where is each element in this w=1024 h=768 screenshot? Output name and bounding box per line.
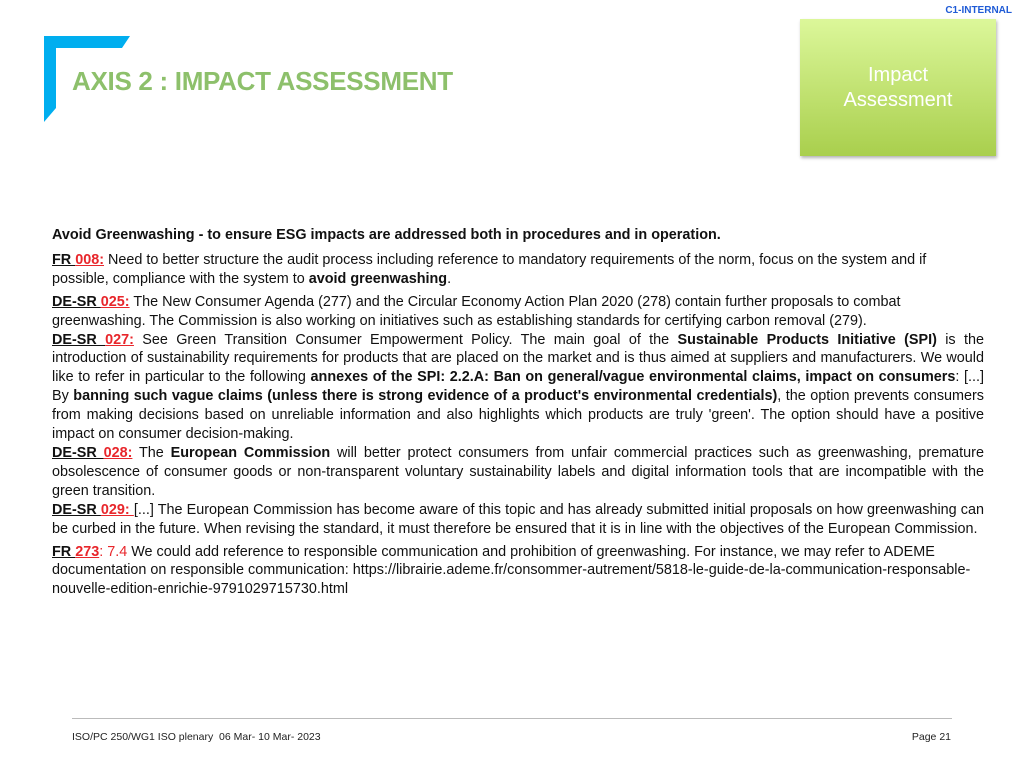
comment-paragraph <box>52 444 984 501</box>
comment-number: 028: <box>103 444 133 461</box>
comment-text: avoid greenwashing <box>308 270 448 287</box>
badge-line-2: Assessment <box>843 89 953 111</box>
comment-text: will better protect consumers from unfair commercial practices such as greenwashing, premature obsolescence of consumer goods or non-transparent voluntary sustainability labels and digital information tools that are incompatible with the green transition. <box>52 444 984 499</box>
comment-text: [...] The European Commission has become aware of this topic and has already submitted initial proposals on how greenwashing can be curbed in the future. When revising the standard, it must therefore be ensured that it is in line with the objectives of the European Commission. <box>52 501 984 537</box>
footer-text: ISO/PC 250/WG1 ISO plenary 06 Mar- 10 Mar- 2023 <box>72 731 321 743</box>
comment-number: 029: <box>100 501 134 518</box>
comment-paragraph <box>52 251 984 289</box>
comment-number: 008: <box>75 251 104 268</box>
comment-text: The New Consumer Agenda (277) and the Circular Economy Action Plan 2020 (278) contain further proposals to combat greenwashing. The Commission is also working on initiatives such as establishing standards for certifying carbon removal (279). <box>52 293 901 329</box>
comment-source: DE-SR <box>52 444 104 461</box>
comment-text: We could add reference to responsible communication and prohibition of greenwashing. For instance, we may refer to ADEME documentation on responsible communication: https://librairie.ademe.fr/consommer-autrement/5818-le-guide-de-la-communication-responsable-nouvelle-edition-enrichie-9791029715730.html <box>52 543 971 598</box>
comment-source: DE-SR <box>52 293 101 310</box>
comment-paragraph <box>52 293 984 331</box>
comment-text: annexes of the SPI: 2.2.A: Ban on general/vague environmental claims, impact on consumers <box>310 369 956 386</box>
comment-text: : 7.4 <box>99 543 128 560</box>
comment-text: See Green Transition Consumer Empowerment Policy. The main goal of the <box>133 331 678 348</box>
page-number: Page 21 <box>911 731 951 743</box>
comment-text: , the option prevents consumers from making decisions based on unreliable information and also highlights which products are truly 'green'. The option should have a positive impact on consumer decision-making. <box>52 388 984 443</box>
comment-text: : [...] By <box>52 369 985 405</box>
comment-source: DE-SR <box>52 331 106 348</box>
badge-line-1: Impact <box>867 64 929 86</box>
comment-text: Need to better structure the audit process including reference to mandatory requirements of the norm, focus on the system and if possible, compliance with the system to <box>52 251 927 287</box>
comment-text: European Commission <box>170 444 331 461</box>
comment-source: FR <box>52 543 76 560</box>
comment-text: is the introduction of sustainability requirements for products that are placed on the market and is thus aimed at suppliers and manufacturers. We would like to refer in particular to the following <box>52 331 984 386</box>
slide-body <box>52 226 984 599</box>
comment-source: DE-SR <box>52 501 101 518</box>
impact-assessment-badge <box>800 19 996 156</box>
comment-source: FR <box>52 251 76 268</box>
slide-title: AXIS 2 : IMPACT ASSESSMENT <box>72 66 453 96</box>
comment-number: 273 <box>75 543 100 560</box>
comment-number: 027: <box>105 331 134 348</box>
comment-paragraph <box>52 501 984 539</box>
comment-text: . <box>447 270 452 287</box>
comment-paragraph <box>52 331 984 444</box>
comment-text: The <box>132 444 171 461</box>
section-heading: Avoid Greenwashing - to ensure ESG impacts are addressed both in procedures and in operation. <box>52 227 721 243</box>
comment-paragraph <box>52 543 984 600</box>
comment-number: 025: <box>100 293 130 310</box>
comment-text: banning such vague claims (unless there is strong evidence of a product's environmental credentials) <box>73 388 778 405</box>
comment-text: Sustainable Products Initiative (SPI) <box>677 331 937 348</box>
classification-label: C1-INTERNAL <box>945 5 1012 16</box>
footer-divider <box>72 718 952 719</box>
